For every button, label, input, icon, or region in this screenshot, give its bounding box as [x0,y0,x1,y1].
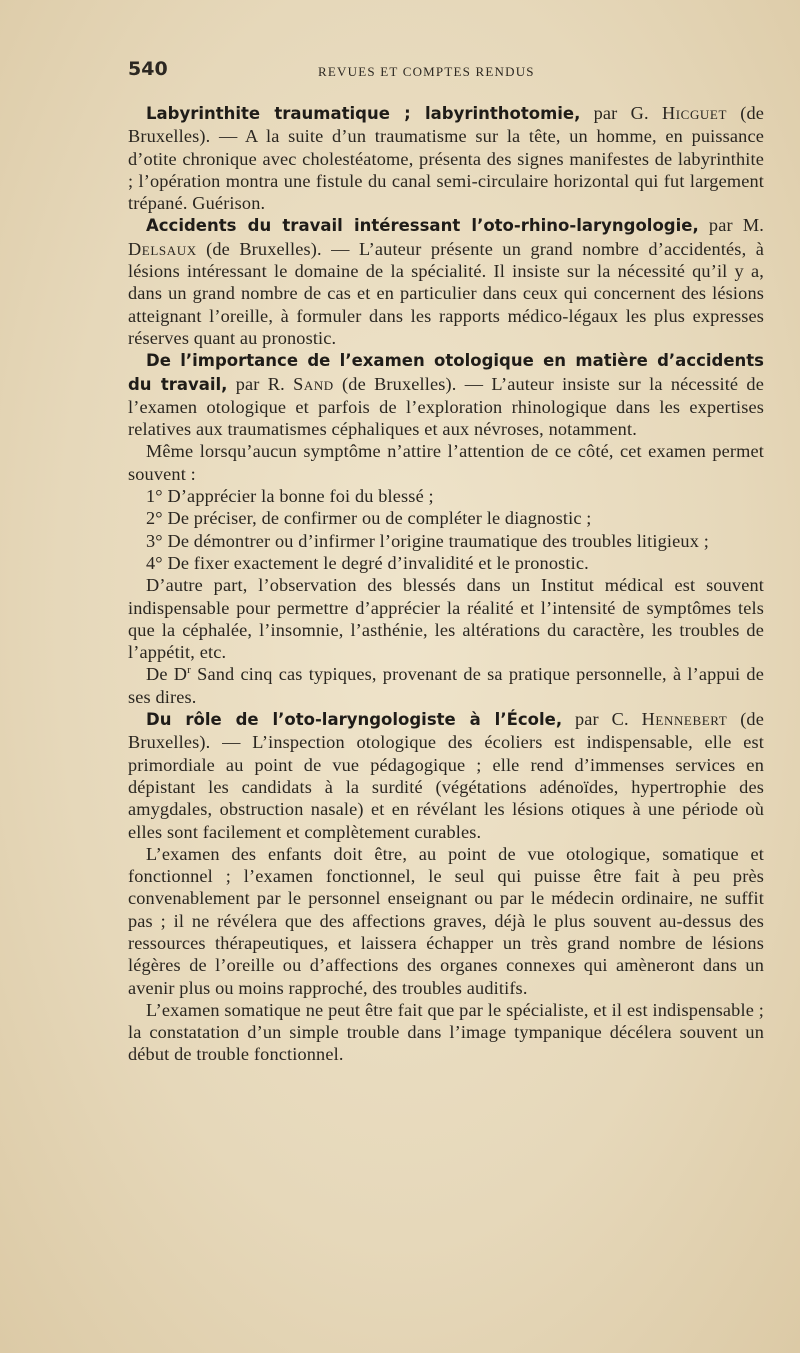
abstract-by: par R. [227,373,294,394]
list-item: 3° De démontrer ou d’infirmer l’origine traumatique des troubles litigieux ; [146,530,709,551]
abstract-title: Du rôle de l’oto-laryngologiste à l’École, [146,710,563,730]
abstract-text: (de Bruxelles). — L’inspection otologique des écoliers est indispensable, elle est primordiale au point de vue pédagogique ; elle rend d’immenses services en dépistant les candidats à la surdité (végétations adénoïdes, hypertrophie des amygdales, obstruction nasale) et en révélant les lésions otiques à une période où elles sont facilement et complètement curables. [128,709,764,842]
abstract-ecole [128,708,764,843]
body-paragraph: D’autre part, l’observation des blessés dans un Institut médical est souvent indispensable pour permettre d’apprécier la réalité et l’intensité de symptômes tels que la céphalée, l’insomnie, l’asthénie, les altérations du caractère, les troubles de l’appétit, etc. [128,575,764,663]
abstract-title: Accidents du travail intéressant l’oto-rhino-laryngologie, [146,216,699,236]
abstract-by: par M. [698,215,765,236]
page-header [128,58,764,88]
abstract-author: Hennebert [641,709,728,730]
abstract-accidents [128,214,764,349]
abstract-by: par C. [562,709,642,730]
body-paragraph [128,663,764,708]
abstract-text: (de Bruxelles). — A la suite d’un traumatisme sur la tête, un homme, en puissance d’otite chronique avec cholestéatome, présenta des signes manifestes de labyrinthite ; l’opération montra une fistule du canal semi-circulaire horizontal qui fut largement trépané. Guérison. [128,103,765,214]
article-body [128,102,764,1066]
body-paragraph: L’examen des enfants doit être, au point de vue otologique, somatique et fonctionnel ; l’examen fonctionnel, le seul qui puisse être fait à peu près convenablement par le personnel enseignant ou par le médecin ordinaire, ne suffit pas ; il ne révélera que des affections graves, déjà le plus souvent au-dessus des ressources thérapeutiques, et laissera échapper un très grand nombre de lésions légères de l’oreille ou d’affections des organes connexes qui amèneront dans un avenir plus ou moins rapproché, des troubles auditifs. [128,843,764,998]
closing-before: De D [146,664,188,685]
page-number: 540 [128,58,168,80]
abstract-author: Sand [293,373,334,394]
abstract-author: Hicguet [661,103,727,123]
abstract-labyrinthite [128,102,764,214]
running-head: REVUES ET COMPTES RENDUS [318,64,535,79]
abstract-text: (de Bruxelles). — L’auteur présente un grand nombre d’accidentés, à lésions intéressant le domaine de la spécialité. Il insiste sur la nécessité qu’il y a, dans un grand nombre de cas et en particulier dans ceux qui concernent des lésions atteignant l’oreille, à formuler dans les rapports médico-légaux les plus expresses réserves quant au pronostic. [128,238,764,348]
abstract-text: (de Bruxelles). — L’auteur insiste sur la nécessité de l’examen otologique et parfois de l’exploration rhinologique dans les expertises relatives aux traumatismes céphaliques et aux névroses, notamment. [128,373,764,440]
body-paragraph: L’examen somatique ne peut être fait que par le spécialiste, et il est indispensable ; la constatation d’un simple trouble dans l’image tympanique décélera souvent un début de trouble fonctionnel. [128,999,764,1065]
superscript: r [187,664,191,677]
abstract-examen-otologique [128,349,764,440]
closing-after: Sand cinq cas typiques, provenant de sa pratique personnelle, à l’appui de ses dires. [128,664,764,707]
page [128,58,764,1066]
list-item: 1° D’apprécier la bonne foi du blessé ; [146,486,434,507]
abstract-title: De l’importance de l’examen otologique en matière d’accidents du travail, [128,351,764,394]
list-item: 4° De fixer exactement le degré d’invalidité et le pronostic. [146,552,589,573]
list-item: 2° De préciser, de confirmer ou de compléter le diagnostic ; [146,508,592,529]
abstract-author: Delsaux [128,238,197,259]
abstract-by: par G. [580,103,662,123]
body-paragraph: Même lorsqu’aucun symptôme n’attire l’attention de ce côté, cet examen permet souvent : [128,441,764,484]
abstract-title: Labyrinthite traumatique ; labyrinthotomie, [146,104,581,123]
